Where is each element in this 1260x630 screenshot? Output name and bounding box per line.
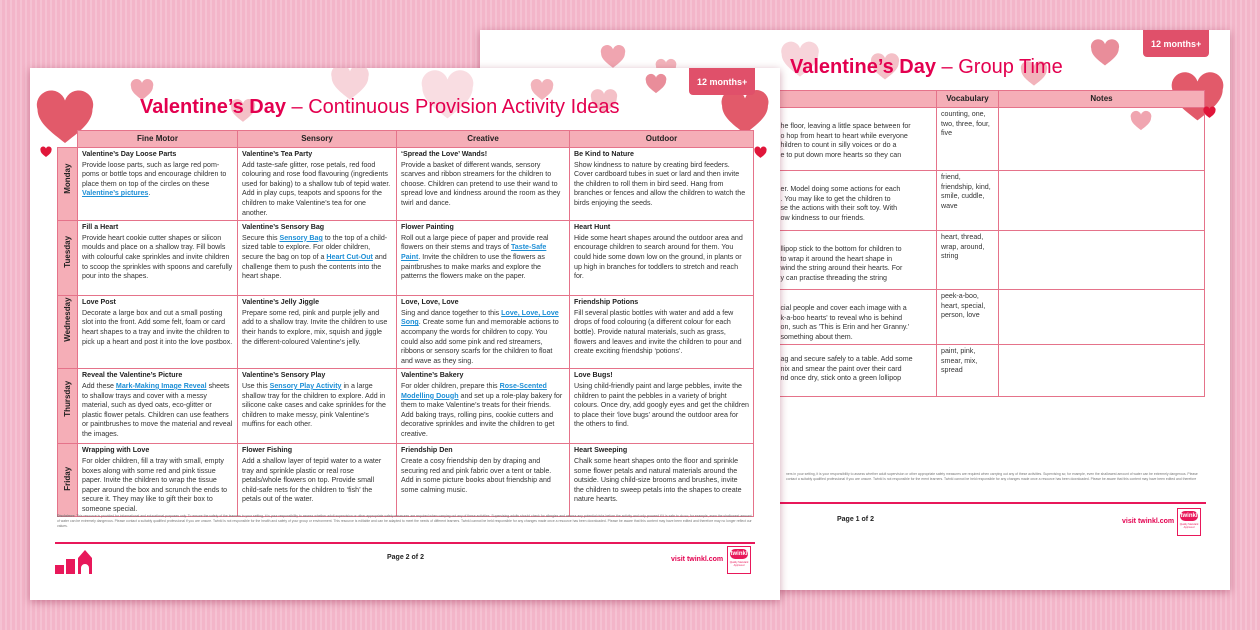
column-header: Creative bbox=[397, 131, 570, 148]
page-number: Page 1 of 2 bbox=[837, 516, 874, 523]
page-title: Valentine’s Day – Group Time bbox=[790, 56, 1063, 78]
disclaimer: Disclaimer: This resource is provided for informational and educational purposes only. To ensure the safety of the learners in your setting, it is your responsibility to assess whether adult supervision or other appropriate safety measures are required when carrying out any of these activities. Supervising adults should check for allergies and assess any potential risks before the activity and only proceed if it is safe to do so; for example, even the shallowest amount of water can be extremely dangerous. Please contact a suitably qualified professional if you are unsure. Twinkl is not responsible for the health and safety of your group or environment. This resource is editable and can be adapted to meet the needs of different learners. Twinkl cannot be held responsible for any changes made once a resource has been downloaded. Please be aware that this content may have been edited and therefore may no longer reflect our values. bbox=[57, 514, 752, 528]
vocabulary-cell: counting, one, two, three, four, five bbox=[937, 108, 999, 171]
heart-icon bbox=[1090, 38, 1120, 68]
notes-cell[interactable] bbox=[999, 290, 1205, 345]
activity-cell bbox=[78, 444, 238, 517]
activity-cell bbox=[78, 369, 238, 444]
activity-cell bbox=[238, 369, 397, 444]
twinkl-logo: twinkl Quality Standard Approved bbox=[727, 546, 751, 574]
notes-cell[interactable] bbox=[999, 171, 1205, 231]
activity-description: For older children, prepare this Rose-Scented Modelling Dough and set up a role-play bakery for them to make Valentine’s treats for their friends. Add baking trays, rolling pins, cookie cutters and decorative sprinkles and invite the children to get creative. bbox=[401, 381, 563, 438]
activity-text: he floor, leaving a little space between for o hop from heart to heart while everyone hildren to count in silly voices or do a e to put down more hearts so they can bbox=[780, 122, 911, 159]
activity-cell bbox=[397, 296, 570, 369]
activity-cell bbox=[570, 444, 754, 517]
resource-link[interactable]: Mark-Making Image Reveal bbox=[115, 381, 207, 390]
activity-description: Create a cosy friendship den by draping and securing red and pink fabric over a tent or table. Add in some picture books about friendship and some calming music. bbox=[401, 456, 552, 494]
activity-cell bbox=[78, 148, 238, 221]
activity-title: Valentine’s Sensory Bag bbox=[242, 223, 325, 232]
activity-table bbox=[57, 130, 754, 517]
activity-cell bbox=[78, 221, 238, 296]
day-label: Thursday bbox=[58, 369, 78, 444]
notes-cell[interactable] bbox=[999, 345, 1205, 397]
activity-cell bbox=[238, 221, 397, 296]
activity-description: Provide a basket of different wands, sensory scarves and ribbon streamers for the children to choose. Children can pretend to use their wand to spread love and kindness around the room as they twirl and dance. bbox=[401, 160, 561, 207]
activity-title: Heart Hunt bbox=[574, 223, 611, 232]
notes-header: Notes bbox=[999, 91, 1205, 108]
activity-cell bbox=[397, 221, 570, 296]
activity-cell bbox=[397, 369, 570, 444]
continuous-provision-page bbox=[30, 68, 780, 600]
activity-cell bbox=[78, 296, 238, 369]
activity-cell bbox=[397, 148, 570, 221]
divider bbox=[55, 542, 755, 544]
activity-description: Provide loose parts, such as large red pom-poms or bottle tops and encourage children to place them on top of the circles on these Valentine’s pictures. bbox=[82, 160, 227, 198]
day-label: Wednesday bbox=[58, 296, 78, 369]
activity-description: Add a shallow layer of tepid water to a water tray and sprinkle plastic or real rose petals/whole flowers on top. Provide small child-safe nets for the children to ‘fish’ the petals out of the water. bbox=[242, 456, 382, 504]
vocabulary-cell: peek-a-boo, heart, special, person, love bbox=[937, 290, 999, 345]
age-badge: 12 months+ bbox=[1143, 30, 1209, 57]
activity-title: Valentine’s Day Loose Parts bbox=[82, 150, 177, 158]
activity-title: Valentine’s Sensory Play bbox=[242, 371, 326, 380]
activity-text: cial people and cover each image with a k-a-boo hearts' to reveal who is behind on, such as 'This is Erin and her Granny.' something about them. bbox=[780, 304, 910, 341]
activity-description: Chalk some heart shapes onto the floor and sprinkle some flower petals and natural materials around the outside. Using child-size brooms and brushes, invite the children to sweep petals into the shapes to create nature hearts. bbox=[574, 456, 742, 504]
day-label: Friday bbox=[58, 444, 78, 517]
activity-title: Flower Fishing bbox=[242, 446, 293, 455]
activity-cell bbox=[570, 296, 754, 369]
heart-icon bbox=[1203, 106, 1216, 119]
heart-icon bbox=[754, 146, 767, 159]
day-label: Monday bbox=[58, 148, 78, 221]
building-blocks-icon bbox=[55, 546, 93, 576]
resource-link[interactable]: Love, Love, Love Song bbox=[401, 308, 559, 327]
resource-link[interactable]: Sensory Play Activity bbox=[269, 381, 342, 390]
activity-text: er. Model doing some actions for each . You may like to get the children to se the actions with their soft toy. With ow kindness to our friends. bbox=[780, 185, 901, 222]
column-header: Sensory bbox=[238, 131, 397, 148]
twinkl-logo: twinkl Quality Standard Approved bbox=[1177, 508, 1201, 536]
activity-cell bbox=[238, 444, 397, 517]
activity-cell bbox=[570, 221, 754, 296]
activity-title: Friendship Den bbox=[401, 446, 453, 455]
activity-text: llipop stick to the bottom for children to to wrap it around the heart shape in wind the string around their hearts. For y can practise threading the string bbox=[780, 245, 903, 282]
activity-description: Sing and dance together to this Love, Love, Love Song. Create some fun and memorable actions to accompany the words for children to copy. You could also add some pink and red streamers, ribbons or sensory scarfs for the children to float and wave as they sing. bbox=[401, 308, 559, 365]
resource-link[interactable]: Sensory Bag bbox=[279, 233, 323, 242]
activity-description: Prepare some red, pink and purple jelly and add to a shallow tray. Invite the children to use their hands to explore, mix, squish and jiggle the different-coloured Valentine’s jelly. bbox=[242, 308, 388, 346]
visit-link[interactable]: visit twinkl.com bbox=[1122, 518, 1175, 525]
column-header: Fine Motor bbox=[78, 131, 238, 148]
visit-link[interactable]: visit twinkl.com bbox=[671, 556, 724, 563]
activity-description: Roll out a large piece of paper and provide real flowers on their stems and trays of Taste-Safe Paint. Invite the children to use the flowers as paintbrushes to make marks and explore the patterns the flowers make on the paper. bbox=[401, 233, 549, 281]
heart-icon bbox=[600, 44, 626, 70]
activity-cell bbox=[570, 369, 754, 444]
activity-title: Valentine’s Jelly Jiggle bbox=[242, 298, 320, 307]
table-row-wednesday bbox=[58, 296, 754, 369]
resource-link[interactable]: Heart Cut-Out bbox=[326, 252, 373, 261]
vocabulary-cell: heart, thread, wrap, around, string bbox=[937, 231, 999, 290]
resource-link[interactable]: Taste-Safe Paint bbox=[401, 243, 547, 261]
activity-description: For older children, fill a tray with small, empty boxes along with some red and pink tissue paper. Invite the children to wrap the tissue paper around the box and scrunch the ends to secure it. They may like to gift their box to someone special. bbox=[82, 456, 228, 513]
activity-cell bbox=[570, 148, 754, 221]
activity-description: Use this Sensory Play Activity in a large shallow tray for the children to explore. Add in silicone cake cases and cake sprinkles for the children to make messy, pink Valentine’s muffins for each other. bbox=[242, 381, 386, 429]
activity-cell bbox=[238, 296, 397, 369]
table-row-monday bbox=[58, 148, 754, 221]
page-title: Valentine’s Day – Continuous Provision Activity Ideas bbox=[140, 96, 620, 118]
notes-cell[interactable] bbox=[999, 108, 1205, 171]
activity-title: Wrapping with Love bbox=[82, 446, 150, 455]
activity-cell bbox=[238, 148, 397, 221]
activity-cell bbox=[397, 444, 570, 517]
activity-title: Love Post bbox=[82, 298, 116, 307]
activity-description: Fill several plastic bottles with water and add a few drops of food colouring (a different colour for each bottle). Provide natural materials, such as grass, flowers and leaves and invite the children to pour and create exciting friendship ‘potions’. bbox=[574, 308, 742, 356]
activity-title: Heart Sweeping bbox=[574, 446, 628, 455]
age-badge: 12 months+ bbox=[689, 68, 755, 95]
activity-text: ag and secure safely to a table. Add some nix and smear the paint over their card nd once dry, stick onto a green lollipop bbox=[780, 355, 913, 383]
notes-cell[interactable] bbox=[999, 231, 1205, 290]
activity-description: Using child-friendly paint and large pebbles, invite the children to paint the pebbles in a variety of bright colours. Once dry, add googly eyes and get the children to place their ‘love bugs’ around the outdoor area for the others to find. bbox=[574, 381, 749, 429]
activity-description: Secure this Sensory Bag to the top of a child-sized table to explore. For older children, secure the bag on top of a Heart Cut-Out and challenge them to push the contents into the heart shape. bbox=[242, 233, 388, 281]
resource-link[interactable]: Rose-Scented Modelling Dough bbox=[401, 381, 547, 400]
divider bbox=[770, 502, 1206, 504]
heart-icon bbox=[40, 146, 52, 158]
activity-title: Valentine’s Tea Party bbox=[242, 150, 313, 158]
activity-title: Fill a Heart bbox=[82, 223, 119, 232]
resource-link[interactable]: Valentine’s pictures bbox=[82, 189, 149, 198]
vocabulary-header: Vocabulary bbox=[937, 91, 999, 108]
day-label: Tuesday bbox=[58, 221, 78, 296]
activity-title: Reveal the Valentine’s Picture bbox=[82, 371, 183, 380]
activity-title: Love, Love, Love bbox=[401, 298, 459, 307]
activity-description: Decorate a large box and cut a small posting slot into the front. Add some felt, foam or card heart shapes to a tray and invite the children to pick up a heart and post it into the love postbox. bbox=[82, 308, 233, 346]
activity-title: Friendship Potions bbox=[574, 298, 639, 307]
activity-description: Add taste-safe glitter, rose petals, red food colouring and rose food flavouring (ingredients used for baking) to a shallow tub of tepid water. Add in play cups, teapots and spoons for the children to make Valentine’s tea for one another. bbox=[242, 160, 391, 217]
disclaimer: ners in your setting, it is your responsibility to assess whether adult supervision or other appropriate safety measures are required when carrying out any of these activities. Supervising so; for example, even the shallowest amount of water can be extremely dangerous. Please contact a suitably qualified professional if you are unsure. Twinkl is not responsible for the erent learners. Twinkl cannot be held responsible for any changes made once a resource has been downloaded. Please be aware that this content may have been edited and therefore bbox=[786, 472, 1198, 481]
activity-title: Be Kind to Nature bbox=[574, 150, 634, 158]
table-row-thursday bbox=[58, 369, 754, 444]
page-number: Page 2 of 2 bbox=[387, 554, 424, 561]
activity-title: Love Bugs! bbox=[574, 371, 613, 380]
vocabulary-cell: friend, friendship, kind, smile, cuddle, wave bbox=[937, 171, 999, 231]
activity-title: ‘Spread the Love’ Wands! bbox=[401, 150, 488, 158]
activity-description: Show kindness to nature by creating bird feeders. Cover cardboard tubes in suet or lard and then invite the children to roll them in bird seed. Hang from branches or fences and allow the children to watch the birds enjoying the seeds. bbox=[574, 160, 746, 207]
activity-description: Provide heart cookie cutter shapes or silicon moulds and place on a shallow tray. Fill bowls with colourful cake sprinkles and invite children to scoop the sprinkles with spoons and carefully pour into the shapes. bbox=[82, 233, 233, 281]
activity-title: Valentine’s Bakery bbox=[401, 371, 464, 380]
vocabulary-cell: paint, pink, smear, mix, spread bbox=[937, 345, 999, 397]
activity-title: Flower Painting bbox=[401, 223, 454, 232]
activity-description: Hide some heart shapes around the outdoor area and encourage children to search around for them. You could hide some down low on the ground, in plants or up high in branches for toddlers to stretch and reach for. bbox=[574, 233, 743, 281]
activity-description: Add these Mark-Making Image Reveal sheets to shallow trays and cover with a messy material, such as dyed oats, eco-glitter or plastic flower petals. Children can use feathers or paintbrushes to move the material and reveal the images. bbox=[82, 381, 233, 438]
heart-icon bbox=[645, 73, 667, 95]
column-header: Outdoor bbox=[570, 131, 754, 148]
table-row-tuesday bbox=[58, 221, 754, 296]
table-row-friday bbox=[58, 444, 754, 517]
